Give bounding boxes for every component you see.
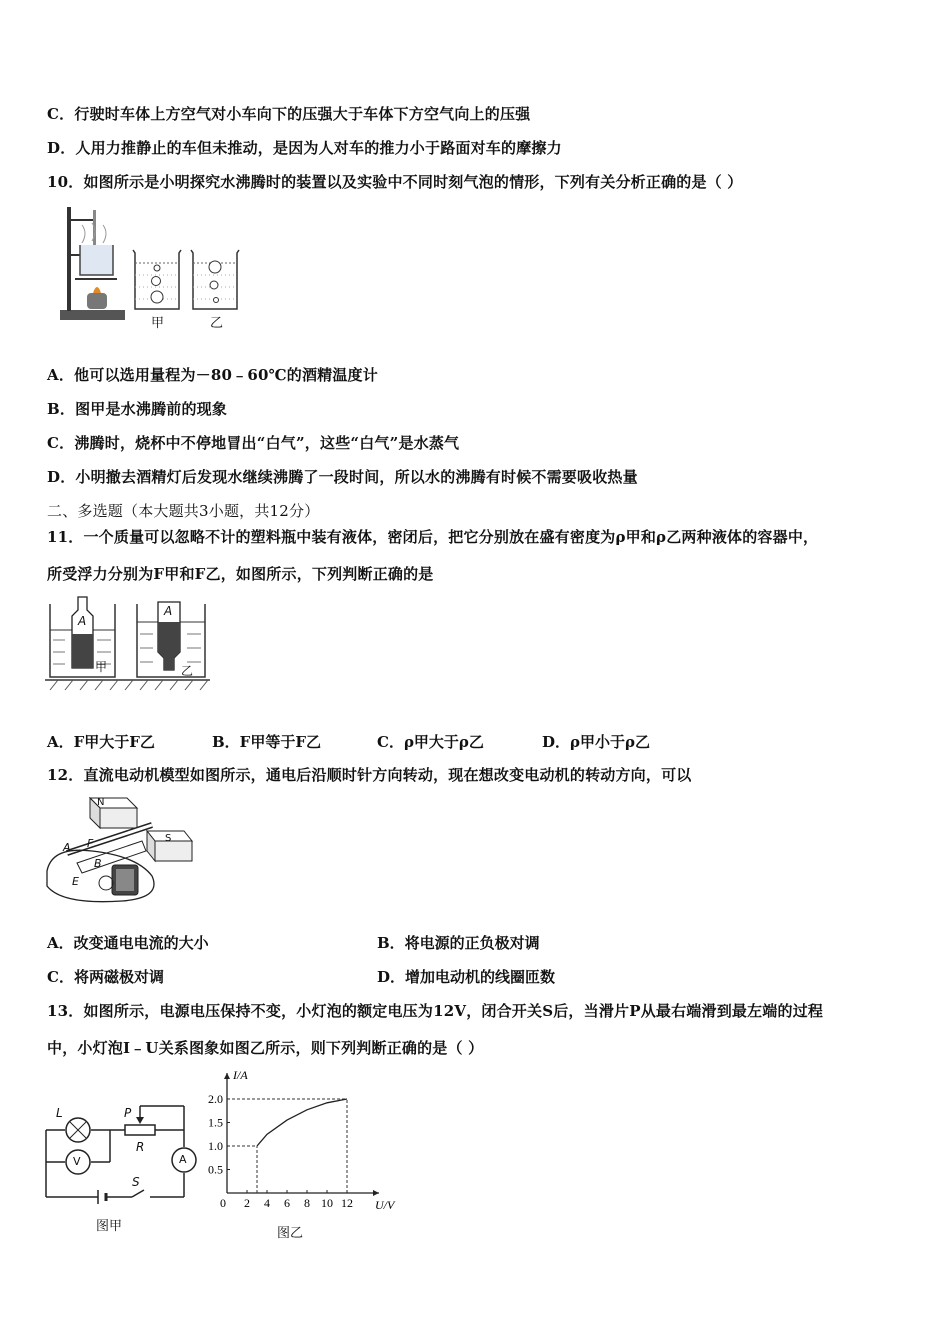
x-axis-arrow bbox=[373, 1190, 379, 1196]
beaker-left bbox=[80, 245, 113, 275]
circuit-label-s: S bbox=[132, 1175, 140, 1189]
ammeter-icon: A bbox=[179, 1153, 187, 1166]
section-title: 二、多选题（本大题共3小题，共12分） bbox=[47, 502, 320, 520]
q12-label-b: B bbox=[94, 857, 102, 870]
circuit-label-p: P bbox=[124, 1106, 132, 1120]
iu-chart bbox=[205, 1065, 405, 1215]
beaker-jia bbox=[133, 250, 181, 309]
q10-option-b: B．图甲是水沸腾前的现象 bbox=[47, 400, 228, 418]
alcohol-lamp bbox=[87, 293, 107, 309]
x-tick-label-0: 0 bbox=[220, 1196, 226, 1210]
x-tick-label-4: 8 bbox=[304, 1196, 310, 1210]
q11-label-a: A bbox=[78, 614, 87, 628]
q9-option-c: C．行驶时车体上方空气对小车向下的压强大于车体下方空气向上的压强 bbox=[47, 105, 531, 123]
q12-label-f: F bbox=[87, 837, 94, 850]
q10-option-a: A．他可以选用量程为－80﹣60℃的酒精温度计 bbox=[47, 366, 378, 384]
q13-graph bbox=[205, 1065, 405, 1241]
q10-figure-boiling bbox=[55, 205, 255, 330]
chart-ylabel: I/A bbox=[233, 1068, 248, 1082]
y-tick-label-1: 1.0 bbox=[208, 1139, 223, 1153]
y-tick-label-3: 2.0 bbox=[208, 1092, 223, 1106]
circuit-caption: 图甲 bbox=[96, 1219, 123, 1234]
voltmeter-icon: V bbox=[73, 1155, 81, 1168]
stand-base bbox=[60, 310, 125, 320]
q11-label-a-yi: A bbox=[164, 604, 173, 618]
q11-stem-line2: 所受浮力分别为F甲和F乙，如图所示，下列判断正确的是 bbox=[47, 565, 434, 583]
q11-label-yi: 乙 bbox=[181, 664, 194, 678]
flame bbox=[93, 287, 101, 293]
q12-label-e: E bbox=[72, 875, 79, 888]
q12-option-a: A．改变通电电流的大小 bbox=[47, 934, 209, 952]
q12-label-s: S bbox=[165, 833, 172, 844]
chart-xlabel: U/V bbox=[375, 1198, 395, 1212]
y-tick-label-2: 1.5 bbox=[208, 1115, 223, 1130]
q13-stem-line2: 中，小灯泡I﹣U关系图象如图乙所示，则下列判断正确的是（ ） bbox=[47, 1039, 484, 1057]
q11-option-b: B．F甲等于F乙 bbox=[212, 733, 321, 751]
q12-figure-motor bbox=[42, 793, 202, 903]
q9-option-d: D．人用力推静止的车但未推动，是因为人对车的推力小于路面对车的摩擦力 bbox=[47, 139, 562, 157]
rheostat bbox=[125, 1125, 155, 1135]
q12-option-b: B．将电源的正负极对调 bbox=[377, 934, 540, 952]
x-tick-label-5: 10 bbox=[321, 1196, 333, 1210]
q12-label-a: A bbox=[63, 841, 71, 854]
beaker-yi bbox=[191, 250, 239, 309]
q10-option-d: D．小明撤去酒精灯后发现水继续沸腾了一段时间，所以水的沸腾有时候不需要吸收热量 bbox=[47, 468, 638, 486]
q11-figure-bottles bbox=[45, 592, 210, 692]
x-tick-label-3: 6 bbox=[284, 1196, 290, 1210]
x-tick-label-6: 12 bbox=[341, 1196, 353, 1210]
q12-stem: 12．直流电动机模型如图所示，通电后沿顺时针方向转动，现在想改变电动机的转动方向，可以 bbox=[47, 766, 692, 784]
q13-circuit bbox=[40, 1100, 200, 1234]
q10-label-yi: 乙 bbox=[210, 316, 224, 331]
x-tick-label-1: 2 bbox=[244, 1196, 250, 1210]
q11-option-c: C．ρ甲大于ρ乙 bbox=[377, 733, 484, 751]
q12-label-n: N bbox=[97, 797, 105, 808]
x-tick-label-2: 4 bbox=[264, 1196, 270, 1210]
y-tick-label-0: 0.5 bbox=[208, 1162, 223, 1177]
stand-rod bbox=[67, 207, 71, 311]
q11-option-d: D．ρ甲小于ρ乙 bbox=[542, 733, 650, 751]
series-line-0 bbox=[257, 1099, 347, 1146]
q13-stem-line1: 13．如图所示，电源电压保持不变，小灯泡的额定电压为12V，闭合开关S后，当滑片P从最右端滑到最左端的过程 bbox=[47, 1002, 824, 1020]
q12-option-d: D．增加电动机的线圈匝数 bbox=[377, 968, 556, 986]
q10-stem: 10．如图所示是小明探究水沸腾时的装置以及实验中不同时刻气泡的情形，下列有关分析正确的是（ ） bbox=[47, 173, 743, 191]
circuit-label-l: L bbox=[56, 1106, 63, 1120]
q11-label-jia: 甲 bbox=[95, 660, 108, 674]
q11-stem-line1: 11．一个质量可以忽略不计的塑料瓶中装有液体，密闭后，把它分别放在盛有密度为ρ甲和ρ乙两种液体的容器中， bbox=[47, 528, 819, 546]
q10-label-jia: 甲 bbox=[151, 316, 165, 331]
circuit-label-r: R bbox=[136, 1140, 145, 1154]
graph-caption: 图乙 bbox=[277, 1226, 304, 1241]
q11-option-a: A．F甲大于F乙 bbox=[47, 733, 155, 751]
y-axis-arrow bbox=[224, 1073, 230, 1079]
q10-option-c: C．沸腾时，烧杯中不停地冒出“白气”，这些“白气”是水蒸气 bbox=[47, 434, 460, 452]
q12-option-c: C．将两磁极对调 bbox=[47, 968, 164, 986]
